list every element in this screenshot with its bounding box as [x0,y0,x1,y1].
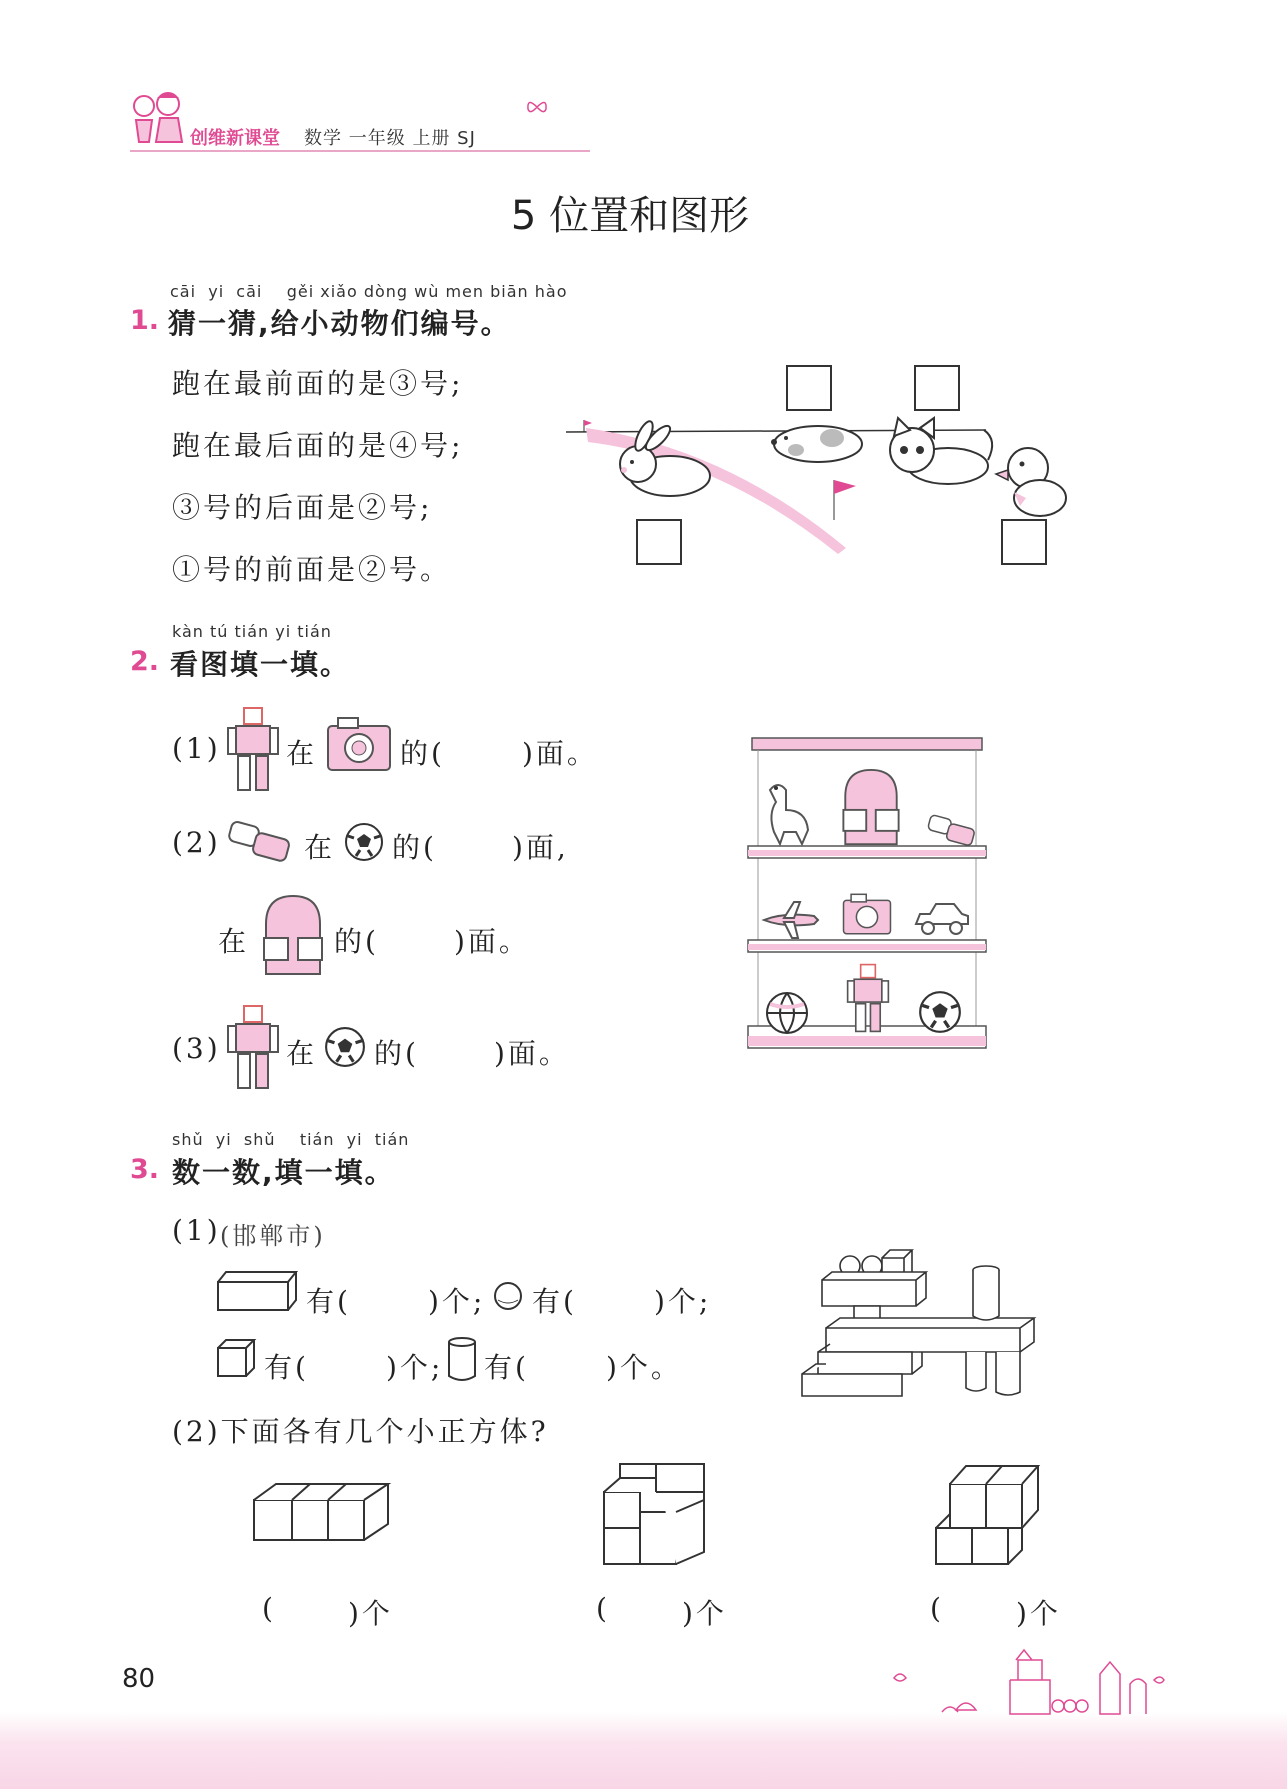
q2-item1-end: )面。 [522,737,598,770]
footer-band [0,1712,1287,1789]
q3-row1-cuboid-text: 有( [306,1285,351,1318]
basketball-icon [764,990,810,1036]
robot-icon [226,706,280,792]
binoculars-icon [926,812,978,848]
camera-icon [326,716,392,772]
q3-row1-sphere-text: 有( [532,1285,577,1318]
q2-item3-zai: 在 [218,925,250,958]
q1-text: 猜一猜,给小动物们编号。 [168,307,511,340]
q1-answer-box-cat[interactable] [914,365,960,411]
q3-answer3-blank[interactable] [952,1588,1016,1624]
q1-clue-4: ①号的前面是②号。 [172,553,452,586]
q3-part1-note: (邯郸市) [220,1222,326,1250]
q1-clue-2: 跑在最后面的是④号; [172,429,464,462]
q3-row1-cuboid-blank[interactable] [356,1276,428,1312]
blocks-construction-illustration [790,1246,1050,1402]
q3-row1-sphere-blank[interactable] [582,1276,654,1312]
q3-row1-cuboid-end: )个; [428,1285,486,1318]
soccer-ball-icon [918,990,962,1034]
q3-answer1-close: )个 [348,1597,393,1630]
q3-answer2-blank[interactable] [618,1588,682,1624]
q3-row2-cylinder-blank[interactable] [534,1342,606,1378]
q3-row2-cube-text: 有( [264,1351,309,1384]
kids-logo-icon [126,86,192,152]
q3-answer2-close: )个 [682,1597,727,1630]
q3-pinyin: shǔ yi shǔ tián yi tián [172,1130,410,1149]
q3-answer3-close: )个 [1016,1597,1061,1630]
q2-item4-de: 的( [374,1037,419,1070]
q2-item3-end: )面。 [454,925,530,958]
robot-icon [846,962,890,1034]
q3-answer1-open: ( [262,1592,276,1625]
page-number: 80 [122,1664,156,1694]
q2-pinyin: kàn tú tián yi tián [172,622,332,641]
q2-item4-end: )面。 [494,1037,570,1070]
q1-answer-box-dog[interactable] [786,365,832,411]
backpack-icon [258,894,328,978]
soccer-ball-icon [344,822,384,862]
q2-number: 2. [130,646,160,677]
rabbit-icon [610,424,720,504]
castle-decoration-icon [886,1650,1166,1720]
q3-answer2-open: ( [596,1592,610,1625]
q3-text: 数一数,填一填。 [172,1156,395,1189]
q2-item1-blank[interactable] [446,728,520,764]
q2-item2-de: 的( [392,831,437,864]
q3-row2-cylinder-end: )个。 [606,1351,682,1384]
dog-icon [766,416,866,472]
sphere-icon [492,1280,524,1312]
binoculars-icon [226,818,294,864]
camera-icon [842,892,892,936]
q1-clue-3: ③号的后面是②号; [172,491,433,524]
soccer-ball-icon [324,1026,366,1068]
q3-row1-sphere-end: )个; [654,1285,712,1318]
header-subject: 数学 一年级 上册 SJ [304,128,476,149]
q2-item2-zai: 在 [304,831,336,864]
q3-number: 3. [130,1154,160,1185]
q1-pinyin: cāi yi cāi gěi xiǎo dòng wù men biān hào [170,282,568,301]
q2-item2-label: (2) [172,826,221,859]
q1-number: 1. [130,305,160,336]
airplane-icon [760,900,820,940]
cubes-figure-3 [932,1462,1048,1568]
cubes-figure-1 [252,1478,392,1558]
q3-part2-text: (2)下面各有几个小正方体? [172,1415,549,1448]
cuboid-icon [216,1270,298,1312]
q3-answer3-open: ( [930,1592,944,1625]
q1-answer-box-rabbit[interactable] [636,519,682,565]
q2-item4-blank[interactable] [418,1028,492,1064]
cubes-figure-2 [598,1462,708,1568]
car-icon [912,900,972,938]
cylinder-icon [446,1336,478,1382]
q3-part1-label: (1) [172,1214,221,1247]
q3-answer1-blank[interactable] [284,1588,348,1624]
q3-row2-cube-blank[interactable] [314,1342,386,1378]
backpack-icon [834,768,908,848]
cube-icon [216,1338,256,1378]
q2-item2-blank[interactable] [436,822,510,858]
q2-item3-blank[interactable] [378,916,452,952]
page-title: 5 位置和图形 [510,193,750,239]
q2-item1-de: 的( [400,737,445,770]
robot-icon [226,1004,280,1090]
q2-item4-zai: 在 [286,1037,318,1070]
q2-item4-label: (3) [172,1032,221,1065]
q2-item3-de: 的( [334,925,379,958]
q2-item2-end: )面, [512,831,569,864]
q3-row2-cube-end: )个; [386,1351,444,1384]
dinosaur-icon [760,780,816,846]
q1-clue-1: 跑在最前面的是③号; [172,367,464,400]
header-divider [130,150,590,152]
butterfly-icon [526,98,548,116]
q2-item1-label: (1) [172,732,221,765]
q2-item1-zai: 在 [286,737,318,770]
q2-text: 看图填一填。 [170,648,351,681]
q3-row2-cylinder-text: 有( [484,1351,529,1384]
header-brand: 创维新课堂 [190,128,280,149]
q1-answer-box-duck[interactable] [1001,519,1047,565]
duck-icon [996,440,1076,526]
cat-icon [878,414,998,504]
